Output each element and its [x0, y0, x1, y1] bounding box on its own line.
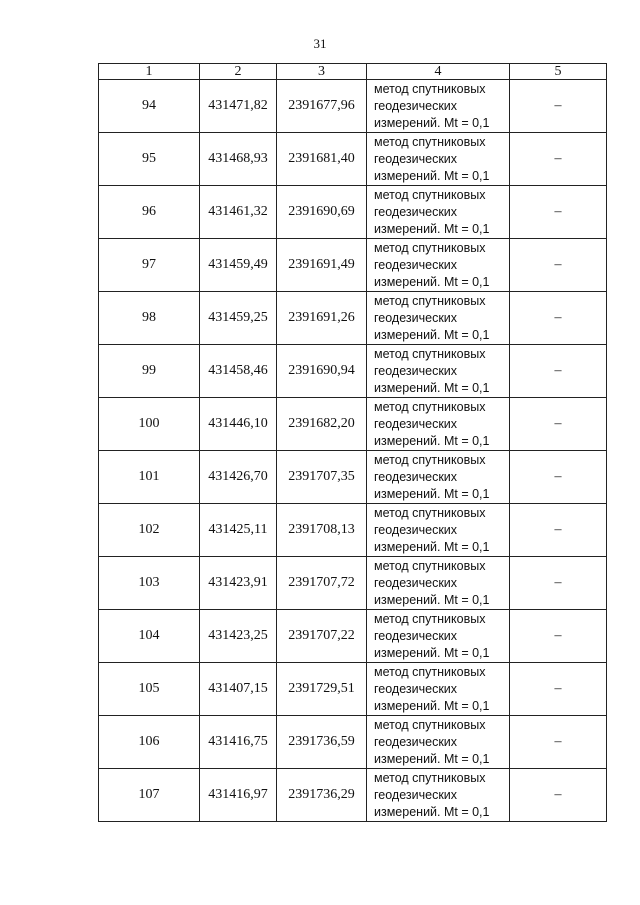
table-row: [99, 398, 607, 451]
method-cell: [367, 451, 510, 504]
point-number-cell: 100: [99, 398, 200, 451]
page-number: 31: [313, 36, 327, 51]
method-cell: [367, 80, 510, 133]
table-header: [99, 64, 607, 80]
method-line: метод спутниковых: [374, 505, 486, 520]
point-number-cell: 94: [99, 80, 200, 133]
note-cell: –: [510, 398, 607, 451]
x-coordinate-cell: 431425,11: [200, 504, 277, 557]
method-line: измерений. Mt = 0,1: [374, 486, 490, 501]
table-row: [99, 80, 607, 133]
method-cell: [367, 610, 510, 663]
point-number-cell: 95: [99, 133, 200, 186]
method-line: геодезических: [374, 151, 458, 166]
note-cell: –: [510, 716, 607, 769]
x-coordinate-cell: 431471,82: [200, 80, 277, 133]
point-number-cell: 96: [99, 186, 200, 239]
note-cell: –: [510, 769, 607, 822]
x-coordinate-cell: 431426,70: [200, 451, 277, 504]
method-line: геодезических: [374, 522, 458, 537]
y-coordinate-cell: 2391691,26: [277, 292, 367, 345]
method-line: геодезических: [374, 363, 458, 378]
method-cell: [367, 663, 510, 716]
x-coordinate-cell: 431446,10: [200, 398, 277, 451]
method-line: геодезических: [374, 310, 458, 325]
method-line: геодезических: [374, 681, 458, 696]
table-body: [99, 80, 607, 822]
method-cell: [367, 504, 510, 557]
method-line: геодезических: [374, 469, 458, 484]
method-cell: [367, 292, 510, 345]
method-line: геодезических: [374, 734, 458, 749]
point-number-cell: 107: [99, 769, 200, 822]
table-row: [99, 504, 607, 557]
method-line: метод спутниковых: [374, 399, 486, 414]
point-number-cell: 102: [99, 504, 200, 557]
method-line: метод спутниковых: [374, 558, 486, 573]
method-line: геодезических: [374, 787, 458, 802]
method-line: метод спутниковых: [374, 293, 486, 308]
header-col-5: 5: [510, 64, 607, 80]
y-coordinate-cell: 2391707,35: [277, 451, 367, 504]
table-row: [99, 133, 607, 186]
note-cell: –: [510, 133, 607, 186]
table-row: [99, 292, 607, 345]
x-coordinate-cell: 431423,91: [200, 557, 277, 610]
method-line: измерений. Mt = 0,1: [374, 804, 490, 819]
method-line: метод спутниковых: [374, 452, 486, 467]
y-coordinate-cell: 2391691,49: [277, 239, 367, 292]
note-cell: –: [510, 292, 607, 345]
table-row: [99, 186, 607, 239]
x-coordinate-cell: 431468,93: [200, 133, 277, 186]
table-row: [99, 345, 607, 398]
y-coordinate-cell: 2391707,72: [277, 557, 367, 610]
y-coordinate-cell: 2391682,20: [277, 398, 367, 451]
table-row: [99, 769, 607, 822]
y-coordinate-cell: 2391677,96: [277, 80, 367, 133]
method-line: метод спутниковых: [374, 664, 486, 679]
method-line: метод спутниковых: [374, 770, 486, 785]
point-number-cell: 101: [99, 451, 200, 504]
method-line: метод спутниковых: [374, 611, 486, 626]
note-cell: –: [510, 239, 607, 292]
header-row: [99, 64, 607, 80]
method-line: геодезических: [374, 416, 458, 431]
method-line: геодезических: [374, 98, 458, 113]
x-coordinate-cell: 431416,97: [200, 769, 277, 822]
method-line: измерений. Mt = 0,1: [374, 698, 490, 713]
method-line: измерений. Mt = 0,1: [374, 168, 490, 183]
table-row: [99, 663, 607, 716]
method-cell: [367, 398, 510, 451]
method-line: метод спутниковых: [374, 717, 486, 732]
note-cell: –: [510, 663, 607, 716]
coordinates-table: [98, 63, 607, 822]
header-col-1: 1: [99, 64, 200, 80]
point-number-cell: 99: [99, 345, 200, 398]
method-cell: [367, 557, 510, 610]
note-cell: –: [510, 80, 607, 133]
x-coordinate-cell: 431459,49: [200, 239, 277, 292]
header-col-3: 3: [277, 64, 367, 80]
x-coordinate-cell: 431458,46: [200, 345, 277, 398]
y-coordinate-cell: 2391736,29: [277, 769, 367, 822]
point-number-cell: 105: [99, 663, 200, 716]
method-line: измерений. Mt = 0,1: [374, 274, 490, 289]
note-cell: –: [510, 504, 607, 557]
method-line: измерений. Mt = 0,1: [374, 539, 490, 554]
method-line: измерений. Mt = 0,1: [374, 592, 490, 607]
point-number-cell: 103: [99, 557, 200, 610]
point-number-cell: 97: [99, 239, 200, 292]
y-coordinate-cell: 2391736,59: [277, 716, 367, 769]
table-row: [99, 239, 607, 292]
x-coordinate-cell: 431423,25: [200, 610, 277, 663]
point-number-cell: 106: [99, 716, 200, 769]
method-cell: [367, 345, 510, 398]
method-line: метод спутниковых: [374, 81, 486, 96]
table-row: [99, 610, 607, 663]
header-col-2: 2: [200, 64, 277, 80]
method-line: измерений. Mt = 0,1: [374, 645, 490, 660]
y-coordinate-cell: 2391707,22: [277, 610, 367, 663]
note-cell: –: [510, 610, 607, 663]
method-line: измерений. Mt = 0,1: [374, 327, 490, 342]
note-cell: –: [510, 186, 607, 239]
note-cell: –: [510, 345, 607, 398]
x-coordinate-cell: 431459,25: [200, 292, 277, 345]
method-cell: [367, 133, 510, 186]
method-line: метод спутниковых: [374, 187, 486, 202]
method-cell: [367, 186, 510, 239]
method-line: измерений. Mt = 0,1: [374, 221, 490, 236]
point-number-cell: 104: [99, 610, 200, 663]
method-line: геодезических: [374, 575, 458, 590]
table-row: [99, 716, 607, 769]
table-row: [99, 557, 607, 610]
header-col-4: 4: [367, 64, 510, 80]
method-line: геодезических: [374, 204, 458, 219]
method-line: измерений. Mt = 0,1: [374, 115, 490, 130]
y-coordinate-cell: 2391690,69: [277, 186, 367, 239]
method-line: измерений. Mt = 0,1: [374, 433, 490, 448]
method-line: геодезических: [374, 257, 458, 272]
method-line: метод спутниковых: [374, 346, 486, 361]
method-cell: [367, 716, 510, 769]
y-coordinate-cell: 2391708,13: [277, 504, 367, 557]
note-cell: –: [510, 451, 607, 504]
y-coordinate-cell: 2391681,40: [277, 133, 367, 186]
x-coordinate-cell: 431416,75: [200, 716, 277, 769]
point-number-cell: 98: [99, 292, 200, 345]
method-line: измерений. Mt = 0,1: [374, 380, 490, 395]
x-coordinate-cell: 431407,15: [200, 663, 277, 716]
table-row: [99, 451, 607, 504]
method-line: метод спутниковых: [374, 240, 486, 255]
method-cell: [367, 769, 510, 822]
note-cell: –: [510, 557, 607, 610]
method-line: метод спутниковых: [374, 134, 486, 149]
method-line: измерений. Mt = 0,1: [374, 751, 490, 766]
y-coordinate-cell: 2391690,94: [277, 345, 367, 398]
y-coordinate-cell: 2391729,51: [277, 663, 367, 716]
x-coordinate-cell: 431461,32: [200, 186, 277, 239]
method-cell: [367, 239, 510, 292]
method-line: геодезических: [374, 628, 458, 643]
